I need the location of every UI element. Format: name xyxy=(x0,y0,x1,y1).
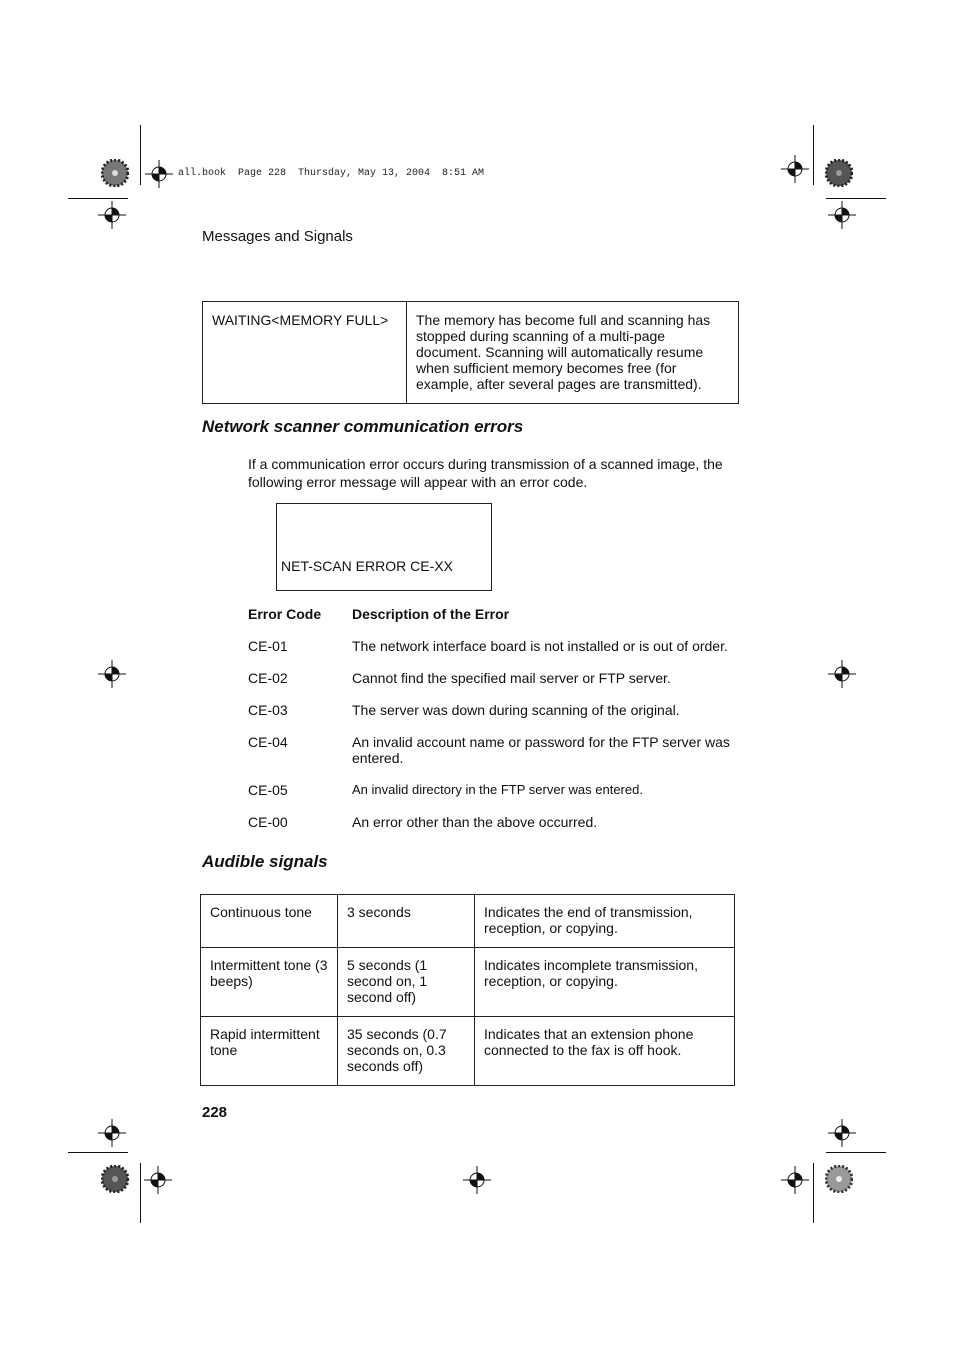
memory-full-box xyxy=(202,301,739,404)
crosshair-icon xyxy=(144,1166,172,1194)
error-desc: An invalid account name or password for the FTP server was entered. xyxy=(352,734,730,766)
starburst-target-icon xyxy=(101,159,129,187)
error-code: CE-04 xyxy=(248,734,288,750)
error-code: CE-02 xyxy=(248,670,288,686)
error-code: CE-03 xyxy=(248,702,288,718)
error-desc: The server was down during scanning of the original. xyxy=(352,702,680,718)
col-error-code: Error Code xyxy=(248,606,322,622)
error-desc: The network interface board is not installed or is out of order. xyxy=(352,638,728,654)
crosshair-icon xyxy=(781,155,809,183)
table-row xyxy=(248,702,748,718)
crosshair-icon xyxy=(98,1119,126,1147)
table-row xyxy=(248,814,748,830)
error-code: CE-01 xyxy=(248,638,288,654)
signal-duration: 5 seconds (1 second on, 1 second off) xyxy=(338,948,475,1017)
crosshair-icon xyxy=(828,660,856,688)
crosshair-icon xyxy=(145,160,173,188)
col-error-description: Description of the Error xyxy=(352,606,510,622)
starburst-target-icon xyxy=(825,1165,853,1193)
crosshair-icon xyxy=(463,1166,491,1194)
error-code-table xyxy=(248,606,748,830)
table-row xyxy=(248,782,748,798)
error-code: CE-00 xyxy=(248,814,288,830)
crosshair-icon xyxy=(98,660,126,688)
print-slug: all.book Page 228 Thursday, May 13, 2004 8:51 AM xyxy=(178,168,485,179)
signal-name: Intermittent tone (3 beeps) xyxy=(201,948,338,1017)
network-errors-heading: Network scanner communication errors xyxy=(202,417,524,436)
signal-duration: 35 seconds (0.7 seconds on, 0.3 seconds off) xyxy=(338,1017,475,1086)
table-row xyxy=(248,734,748,766)
signal-meaning: Indicates incomplete transmission, reception, or copying. xyxy=(475,948,735,1017)
signal-name: Continuous tone xyxy=(201,895,338,948)
error-desc: An invalid directory in the FTP server was entered. xyxy=(352,782,643,797)
page-number: 228 xyxy=(202,1104,228,1121)
display-text: NET-SCAN ERROR CE-XX xyxy=(281,558,453,574)
table-row xyxy=(201,895,735,948)
error-code: CE-05 xyxy=(248,782,288,798)
memory-full-description: The memory has become full and scanning has stopped during scanning of a multi-page document. Scanning will automatically resume when sufficient memory becomes free (for example, after several pages are transmitted). xyxy=(416,312,711,392)
crosshair-icon xyxy=(828,1119,856,1147)
crosshair-icon xyxy=(98,201,126,229)
crosshair-icon xyxy=(828,201,856,229)
memory-full-message: WAITING<MEMORY FULL> xyxy=(203,302,407,403)
table-row xyxy=(248,670,748,686)
starburst-target-icon xyxy=(101,1165,129,1193)
audible-signals-table xyxy=(200,894,735,1086)
display-panel xyxy=(276,503,492,591)
table-row xyxy=(248,638,748,654)
table-row xyxy=(201,1017,735,1086)
table-row xyxy=(201,948,735,1017)
signal-name: Rapid intermittent tone xyxy=(201,1017,338,1086)
signal-meaning: Indicates that an extension phone connected to the fax is off hook. xyxy=(475,1017,735,1086)
network-errors-intro: If a communication error occurs during transmission of a scanned image, the following error message will appear with an error code. xyxy=(248,456,723,490)
error-desc: Cannot find the specified mail server or FTP server. xyxy=(352,670,671,686)
signal-meaning: Indicates the end of transmission, reception, or copying. xyxy=(475,895,735,948)
running-header: Messages and Signals xyxy=(202,228,353,245)
signal-duration: 3 seconds xyxy=(338,895,475,948)
starburst-target-icon xyxy=(825,159,853,187)
audible-signals-heading: Audible signals xyxy=(202,852,328,871)
error-desc: An error other than the above occurred. xyxy=(352,814,598,830)
crosshair-icon xyxy=(781,1166,809,1194)
error-table-header xyxy=(248,606,748,622)
